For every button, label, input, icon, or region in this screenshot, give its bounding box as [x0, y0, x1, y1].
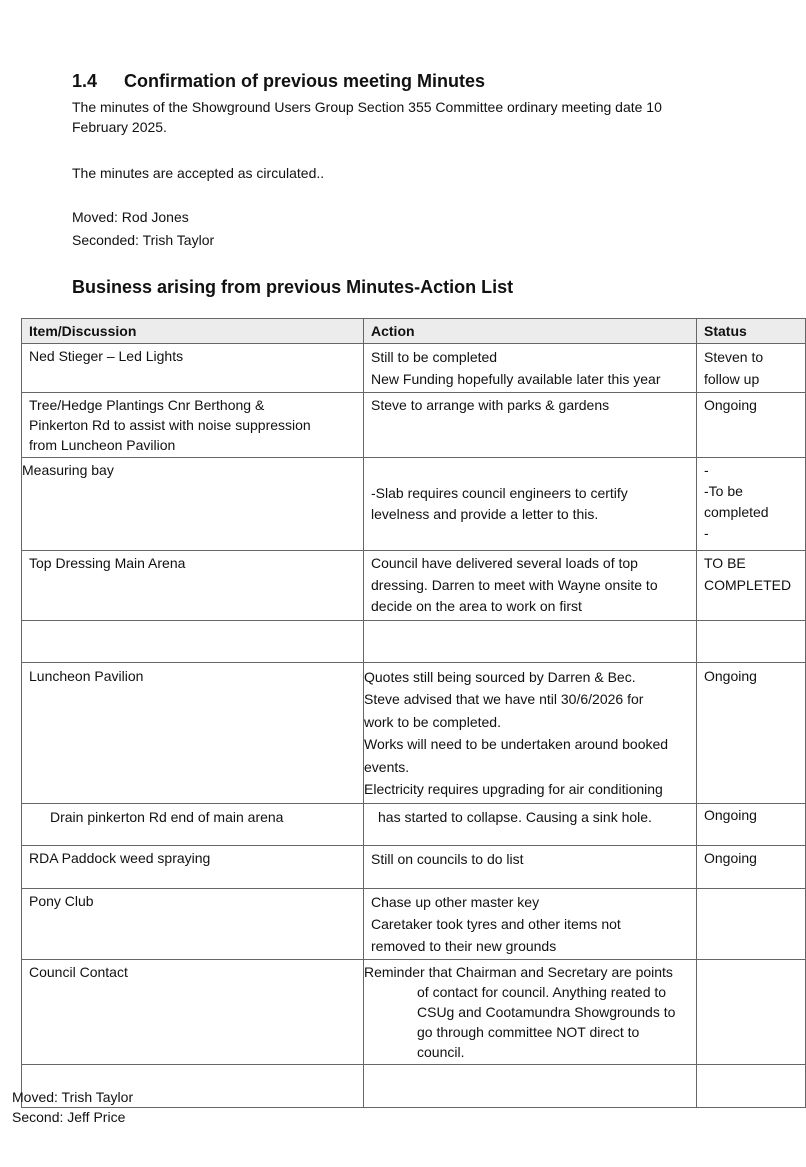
- status-cell: Ongoing: [704, 667, 757, 684]
- table-row: [22, 888, 806, 959]
- item-cell: RDA Paddock weed spraying: [29, 849, 211, 866]
- table-row: [22, 393, 806, 458]
- header-status: Status: [704, 323, 747, 339]
- status-cell: Steven to follow up: [704, 349, 764, 387]
- action-cell: Quotes still being sourced by Darren & Bec. Steve advised that we have ntil 30/6/2026 for work to be completed. Works will need to be undertaken around booked events. Electricity requires upgrading for air conditioning: [364, 668, 669, 797]
- section-title: Confirmation of previous meeting Minutes: [124, 71, 486, 91]
- table-row-empty: [22, 620, 806, 662]
- intro-line-2: February 2025.: [72, 119, 167, 135]
- footer-moved: Moved: Trish Taylor: [12, 1089, 134, 1105]
- item-cell: Council Contact: [29, 963, 128, 980]
- item-cell: Top Dressing Main Arena: [29, 555, 186, 571]
- item-cell: Pony Club: [29, 892, 94, 909]
- action-cell: Reminder that Chairman and Secretary are points of contact for council. Anything reated to CSUg and Cootamundra Showgrounds to go through committee NOT direct to council.: [364, 963, 676, 1060]
- header-action: Action: [371, 323, 415, 339]
- status-cell: Ongoing: [704, 397, 757, 413]
- status-cell: Ongoing: [704, 806, 757, 823]
- table-row: [22, 959, 806, 1064]
- action-cell: has started to collapse. Causing a sink hole.: [378, 808, 652, 825]
- action-cell: Council have delivered several loads of top dressing. Darren to meet with Wayne onsite to decide on the area to work on first: [371, 555, 658, 614]
- action-cell: Steve to arrange with parks & gardens: [371, 397, 610, 413]
- seconded-text: Seconded: Trish Taylor: [72, 232, 215, 248]
- footer-second: Second: Jeff Price: [12, 1109, 126, 1125]
- table-row-empty: [22, 1064, 806, 1107]
- section-number: 1.4: [72, 71, 98, 91]
- table-row: [22, 662, 806, 803]
- table-row: [22, 458, 806, 551]
- item-cell: Tree/Hedge Plantings Cnr Berthong & Pinkerton Rd to assist with noise suppression from Luncheon Pavilion: [29, 397, 311, 453]
- item-cell: Luncheon Pavilion: [29, 667, 144, 684]
- business-heading: Business arising from previous Minutes-Action List: [72, 277, 514, 297]
- status-cell: Ongoing: [704, 849, 757, 866]
- accepted-text: The minutes are accepted as circulated..: [72, 165, 325, 181]
- item-cell: Drain pinkerton Rd end of main arena: [50, 808, 284, 825]
- status-cell: TO BE COMPLETED: [704, 555, 792, 593]
- action-cell: -Slab requires council engineers to certify levelness and provide a letter to this.: [371, 485, 628, 522]
- action-list-table: [21, 318, 806, 1108]
- section-heading: [72, 71, 485, 92]
- intro-paragraph: [72, 97, 662, 137]
- action-cell: Still to be completed New Funding hopefully available later this year: [371, 349, 661, 387]
- item-cell: Measuring bay: [22, 462, 114, 478]
- table-header-row: [22, 319, 806, 344]
- status-cell: [697, 889, 805, 893]
- action-cell: Chase up other master key Caretaker took tyres and other items not removed to their new grounds: [371, 893, 621, 954]
- table-row: [22, 845, 806, 888]
- table-row: [22, 803, 806, 845]
- table-row: [22, 344, 806, 393]
- moved-text: Moved: Rod Jones: [72, 209, 189, 225]
- status-cell: [697, 960, 805, 964]
- header-item: Item/Discussion: [29, 323, 137, 339]
- intro-line-1: The minutes of the Showground Users Group Section 355 Committee ordinary meeting date 10: [72, 99, 662, 115]
- status-cell: - -To be completed -: [704, 462, 769, 541]
- item-cell: Ned Stieger – Led Lights: [29, 348, 184, 364]
- table-row: [22, 551, 806, 621]
- action-cell: Still on councils to do list: [371, 850, 524, 867]
